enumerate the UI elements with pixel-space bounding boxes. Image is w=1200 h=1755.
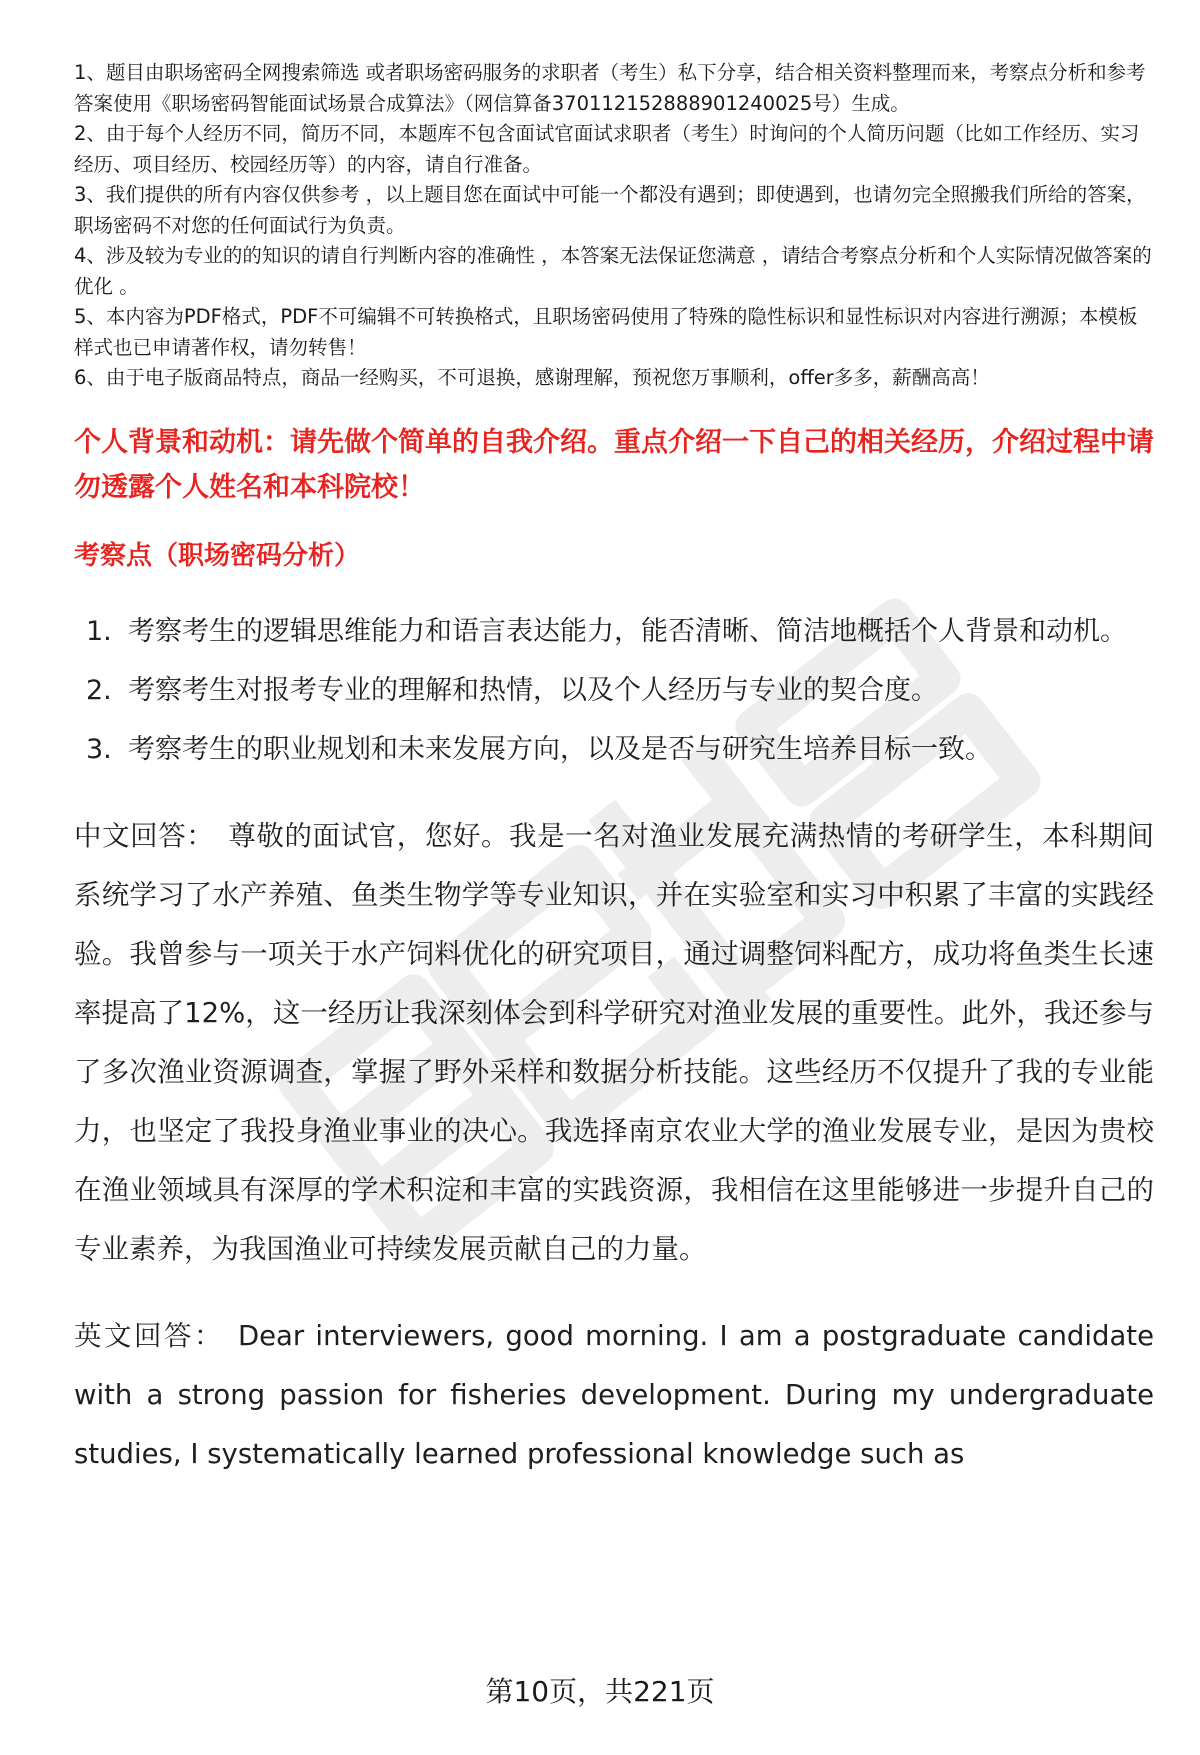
point-number: 1.	[86, 615, 112, 647]
disclaimer-note-6: 6、由于电子版商品特点，商品一经购买，不可退换，感谢理解，预祝您万事顺利，offer多多，薪酬高高！	[74, 366, 990, 389]
point-text: 考察考生对报考专业的理解和热情，以及个人经历与专业的契合度。	[128, 674, 938, 706]
chinese-answer-text: 尊敬的面试官，您好。我是一名对渔业发展充满热情的考研学生，本科期间系统学习了水产养殖、鱼类生物学等专业知识，并在实验室和实习中积累了丰富的实践经验。我曾参与一项关于水产饲料优化的研究项目，通过调整饲料配方，成功将鱼类生长速率提高了12%，这一经历让我深刻体会到科学研究对渔业发展的重要性。此外，我还参与了多次渔业资源调查，掌握了野外采样和数据分析技能。这些经历不仅提升了我的专业能力，也坚定了我投身渔业事业的决心。我选择南京农业大学的渔业发展专业，是因为贵校在渔业领域具有深厚的学术积淀和丰富的实践资源，我相信在这里能够进一步提升自己的专业素养，为我国渔业可持续发展贡献自己的力量。	[74, 819, 1155, 1265]
chinese-answer-label: 中文回答：	[74, 819, 215, 852]
point-number: 3.	[86, 733, 112, 765]
analysis-point	[74, 602, 1154, 661]
analysis-points-list	[74, 602, 1154, 779]
disclaimer-note-2: 2、由于每个人经历不同，简历不同，本题库不包含面试官面试求职者（考生）时询问的个人简历问题（比如工作经历、实习经历、项目经历、校园经历等）的内容，请自行准备。	[74, 122, 1140, 176]
english-answer	[74, 1307, 1154, 1484]
disclaimer-note-1: 1、题目由职场密码全网搜索筛选 或者职场密码服务的求职者（考生）私下分享，结合相关资料整理而来，考察点分析和参考答案使用《职场密码智能面试场景合成算法》（网信算备370112152888901240025号）生成。	[74, 61, 1146, 115]
disclaimer-notes	[74, 58, 1154, 394]
english-answer-label: 英文回答：	[74, 1319, 224, 1352]
point-text: 考察考生的职业规划和未来发展方向，以及是否与研究生培养目标一致。	[128, 733, 992, 765]
analysis-point	[74, 720, 1154, 779]
disclaimer-note-3: 3、我们提供的所有内容仅供参考 ，以上题目您在面试中可能一个都没有遇到；即使遇到，也请勿完全照搬我们所给的答案，职场密码不对您的任何面试行为负责。	[74, 183, 1146, 237]
chinese-answer	[74, 807, 1154, 1279]
english-answer-text: Dear interviewers, good morning. I am a postgraduate candidate with a strong passion for fisheries development. During my undergraduate studies, I systematically learned professional knowledge such as	[74, 1319, 1154, 1470]
disclaimer-note-5: 5、本内容为PDF格式，PDF不可编辑不可转换格式，且职场密码使用了特殊的隐性标识和显性标识对内容进行溯源；本模板样式也已申请著作权，请勿转售！	[74, 305, 1138, 359]
disclaimer-note-4: 4、涉及较为专业的的知识的请自行判断内容的准确性 ，本答案无法保证您满意 ，请结合考察点分析和个人实际情况做答案的优化 。	[74, 244, 1152, 298]
page-number: 第10页，共221页	[485, 1675, 715, 1708]
point-number: 2.	[86, 674, 112, 706]
analysis-point	[74, 661, 1154, 720]
point-text: 考察考生的逻辑思维能力和语言表达能力，能否清晰、简洁地概括个人背景和动机。	[128, 615, 1127, 647]
analysis-section-title: 考察点（职场密码分析）	[74, 540, 361, 571]
interview-question: 个人背景和动机：请先做个简单的自我介绍。重点介绍一下自己的相关经历，介绍过程中请勿透露个人姓名和本科院校！	[74, 426, 1154, 503]
document-page	[74, 58, 1154, 1484]
